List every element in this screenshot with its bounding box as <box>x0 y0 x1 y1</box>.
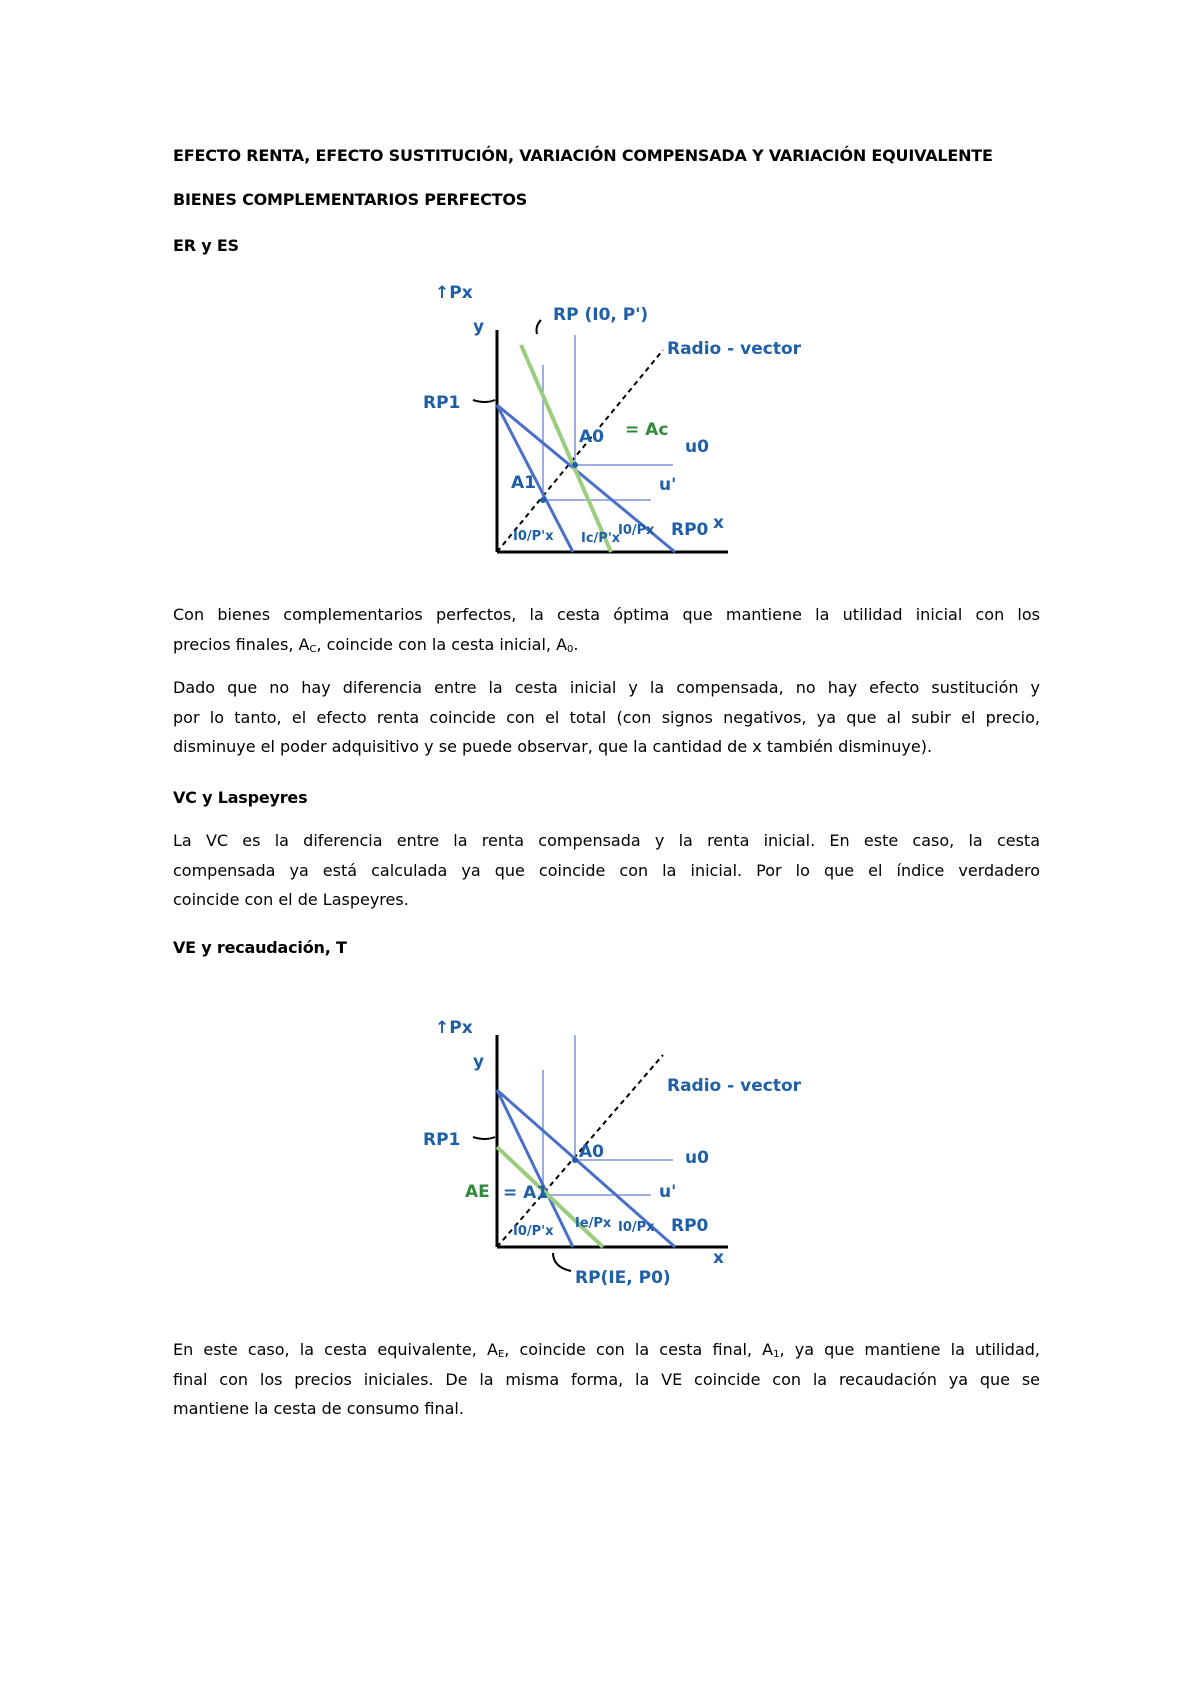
arrow-rp-eq <box>553 1253 571 1271</box>
label-u0: u0 <box>685 1148 709 1168</box>
document-subtitle: BIENES COMPLEMENTARIOS PERFECTOS <box>173 190 528 209</box>
label-rp1: RP1 <box>423 1130 461 1150</box>
price-label: ↑Px <box>435 283 473 303</box>
price-label: ↑Px <box>435 1018 473 1038</box>
paragraph-er-es-1 <box>173 600 1040 659</box>
arrow-rp1 <box>473 1137 495 1139</box>
label-rp0: RP0 <box>671 1216 709 1236</box>
intercept-label-b: Ie/Px <box>575 1216 612 1231</box>
label-ac: = Ac <box>625 420 669 440</box>
section-heading-er-es: ER y ES <box>173 236 239 255</box>
text-line: La VC es la diferencia entre la renta compensada y la renta inicial. En este caso, la cesta <box>173 831 1040 850</box>
paragraph-ve <box>173 1335 1040 1424</box>
section-heading-vc: VC y Laspeyres <box>173 788 308 807</box>
text-line: Dado que no hay diferencia entre la cesta inicial y la compensada, no hay efecto sustitución y <box>173 678 1040 697</box>
label-rp-eq: RP(IE, P0) <box>575 1268 671 1288</box>
text-line: compensada ya está calculada ya que coincide con la inicial. Por lo que el índice verdadero <box>173 860 1040 880</box>
label-a0: A0 <box>579 427 604 447</box>
point-a1 <box>540 497 546 503</box>
label-a1: A1 <box>511 473 536 493</box>
text-line: disminuye el poder adquisitivo y se puede observar, que la cantidad de x también disminuye). <box>173 737 933 756</box>
label-a1: = A1 <box>503 1183 549 1203</box>
arrow-rp1 <box>473 400 495 402</box>
compensated-budget-line <box>521 345 611 552</box>
intercept-label-c: I0/Px <box>618 523 655 538</box>
section-heading-ve: VE y recaudación, T <box>173 938 347 957</box>
text-line: precios finales, $A_C$, coincide con la cesta inicial, $A_0$. <box>173 634 579 655</box>
figure-ve <box>403 995 823 1288</box>
arrow-rp-new <box>537 320 542 334</box>
paragraph-vc <box>173 826 1040 915</box>
text-line: Con bienes complementarios perfectos, la cesta óptima que mantiene la utilidad inicial con los <box>173 605 1040 624</box>
label-u1: u' <box>659 1182 677 1202</box>
intercept-label-a: I0/P'x <box>513 1224 554 1239</box>
document-title: EFECTO RENTA, EFECTO SUSTITUCIÓN, VARIACIÓN COMPENSADA Y VARIACIÓN EQUIVALENTE <box>173 146 993 165</box>
paragraph-er-es-2 <box>173 673 1040 762</box>
point-a0 <box>572 1157 578 1163</box>
label-u1: u' <box>659 475 677 495</box>
point-a0 <box>572 462 578 468</box>
label-rp0: RP0 <box>671 520 709 540</box>
text-line: mantiene la cesta de consumo final. <box>173 1399 464 1418</box>
intercept-label-a: I0/P'x <box>513 529 554 544</box>
label-ae: AE <box>465 1182 490 1202</box>
label-rp-new: RP (I0, P') <box>553 305 649 325</box>
text-line: por lo tanto, el efecto renta coincide con el total (con signos negativos, ya que al subir el precio, <box>173 707 1040 727</box>
y-axis-label: y <box>473 1052 485 1072</box>
figure-er-es <box>403 283 823 570</box>
label-a0: A0 <box>579 1142 604 1162</box>
x-axis-label: x <box>713 1248 724 1268</box>
text-line: En este caso, la cesta equivalente, $A_E$, coincide con la cesta final, $A_1$, ya que mantiene la utilidad, <box>173 1340 1040 1360</box>
intercept-label-b: Ic/P'x <box>581 531 621 546</box>
y-axis-label: y <box>473 317 485 337</box>
text-line: final con los precios iniciales. De la misma forma, la VE coincide con la recaudación ya que se <box>173 1369 1040 1389</box>
label-ratio-vector: Radio - vector <box>667 1076 802 1096</box>
text-line: coincide con el de Laspeyres. <box>173 890 409 909</box>
label-rp1: RP1 <box>423 393 461 413</box>
label-u0: u0 <box>685 437 709 457</box>
x-axis-label: x <box>713 513 724 533</box>
intercept-label-c: I0/Px <box>618 1220 655 1235</box>
label-ratio-vector: Radio - vector <box>667 339 802 359</box>
